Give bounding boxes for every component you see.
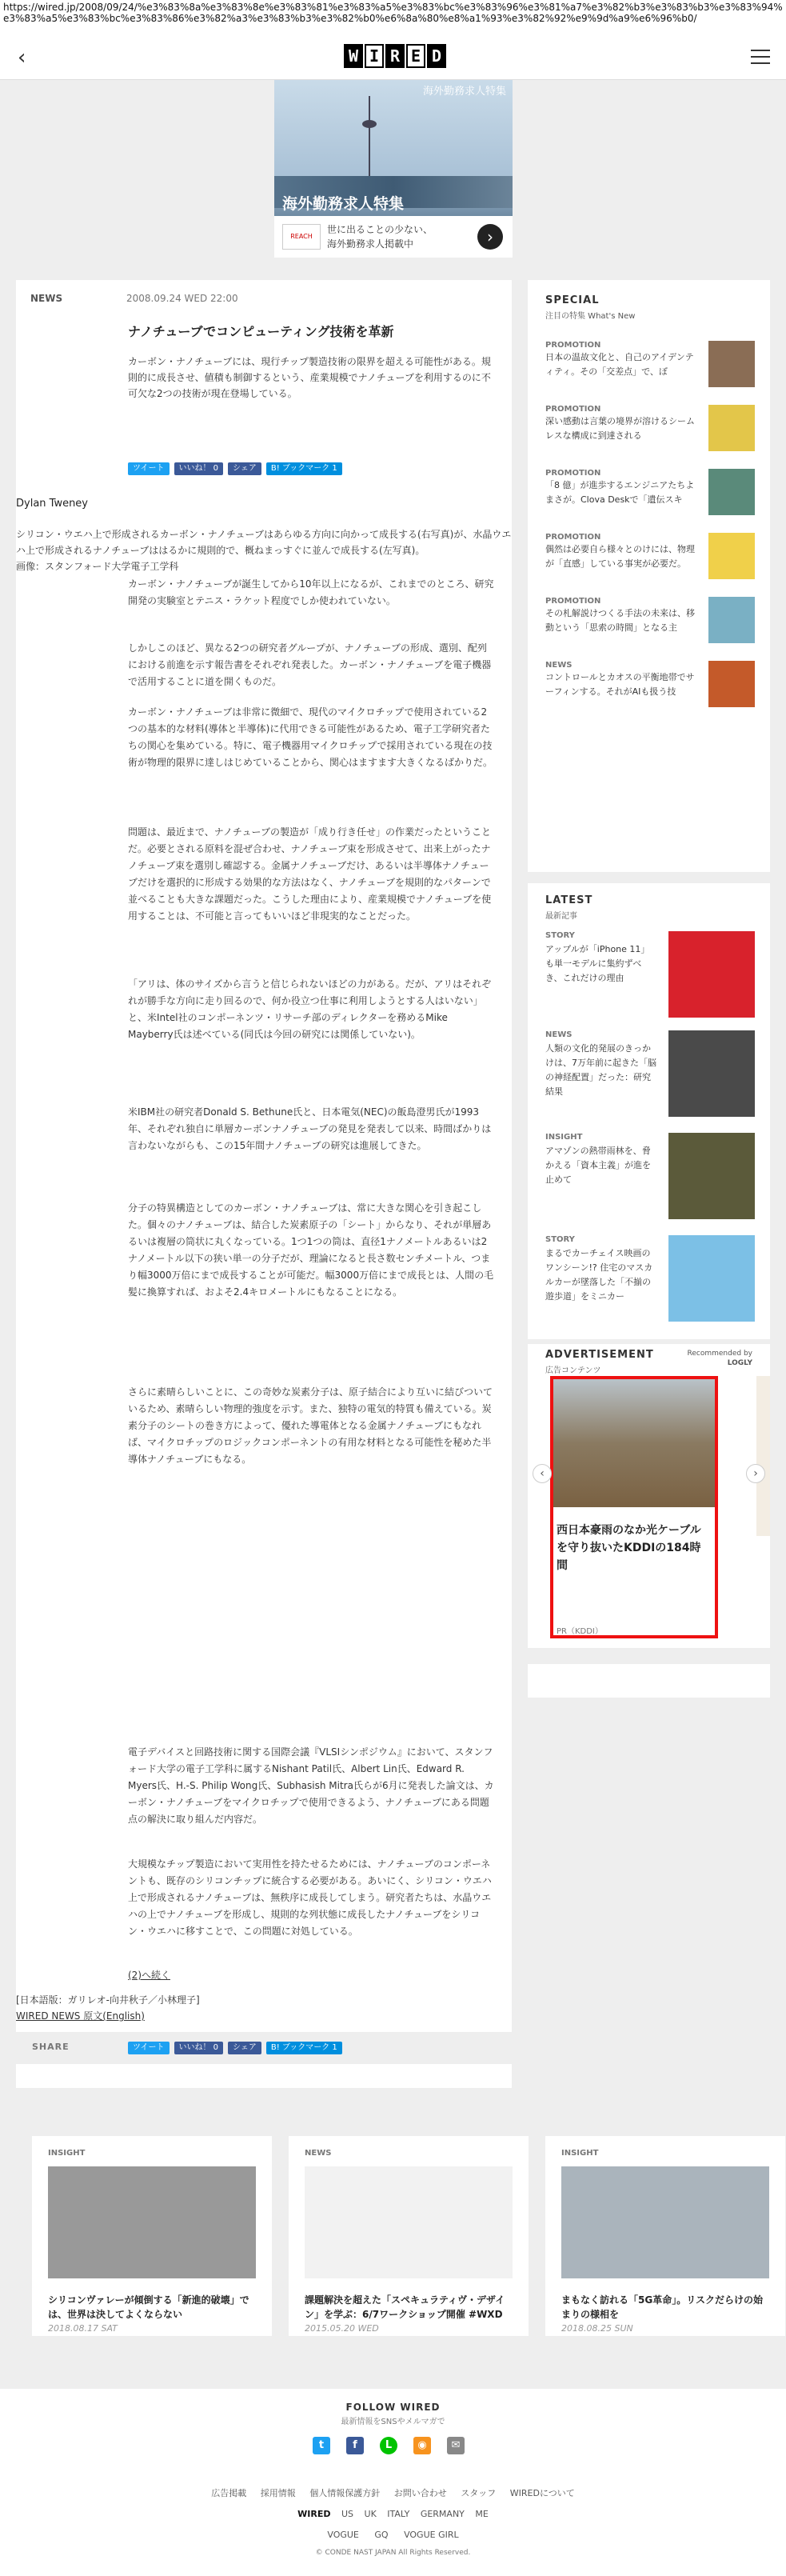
item-category: STORY [545, 931, 575, 940]
card-title: 課題解決を超えた「スペキュラティヴ・デザイン」を学ぶ：6/7ワークショップ開催 #WXD [305, 2294, 505, 2320]
ad-title: 海外勤務求人特集 [282, 195, 405, 213]
item-thumbnail [668, 931, 755, 1018]
related-card[interactable] [289, 2136, 529, 2336]
tweet-button[interactable]: ツイート [128, 462, 170, 475]
share-button[interactable]: シェア [228, 462, 261, 475]
article [16, 280, 512, 2088]
recommended-label: Recommended by [687, 1350, 752, 1358]
sidebar-heading: SPECIAL [545, 294, 600, 306]
browser-url-bar[interactable]: https://wired.jp/2008/09/24/%e3%83%8a%e3%83%8e%e3%83%81%e3%83%a5%e3%83%bc%e3%83%96%e3%81%a7%e3%82%b3%e3%83%b3%e3%83%94%e3%83%a5%e3%83%bc%e3%83%86%e3%82%a3%e3%83%b3%e3%82%b0%e6%8a%80%e8%a1%93%e3%82%92%e9%9d%a9%e6%96%b0/ [0, 0, 786, 35]
bookmark-button[interactable]: B! ブックマーク 1 [266, 462, 342, 475]
footer-link[interactable]: WIREDについて [509, 2488, 575, 2498]
item-title: 日本の温故文化と、自己のアイデンティティ。その「交差点」で、ぼ [545, 352, 694, 377]
arrow-right-icon[interactable]: › [477, 224, 503, 250]
latest-item[interactable] [545, 1235, 755, 1323]
card-category: NEWS [305, 2149, 332, 2158]
latest-item[interactable] [545, 931, 755, 1019]
item-category: PROMOTION [545, 469, 601, 478]
item-category: PROMOTION [545, 405, 601, 414]
ad-card-title: 西日本豪雨のなか光ケーブルを守り抜いたKDDIの184時間 [557, 1524, 701, 1572]
advertisement-box [528, 1344, 770, 1648]
edition-link[interactable]: WIRED [297, 2509, 331, 2519]
ad-desc-line: 海外勤務求人掲載中 [327, 238, 414, 250]
edition-link[interactable]: GERMANY [420, 2509, 465, 2519]
special-item[interactable] [545, 597, 755, 653]
special-item[interactable] [545, 341, 755, 397]
top-banner-ad[interactable] [274, 80, 513, 258]
item-category: NEWS [545, 1030, 573, 1039]
sister-link[interactable]: VOGUE GIRL [404, 2530, 459, 2540]
item-title: アマゾンの熱帯雨林を、脅かえる「資本主義」が進を止めて [545, 1146, 651, 1185]
special-item[interactable] [545, 661, 755, 717]
article-paragraph: しかしこのほど、異なる2つの研究者グループが、ナノチューブの形成、選別、配列における前進を示す報告書をそれぞれ発表した。カーボン・ナノチューブを電子機器で活用することに道を開くものだ。 [128, 642, 492, 687]
item-category: PROMOTION [545, 341, 601, 350]
latest-item[interactable] [545, 1030, 755, 1118]
item-thumbnail [708, 533, 755, 579]
item-title: 人類の文化的発展のきっかけは、7万年前に起きた「脳の神経配置」だった：研究結果 [545, 1043, 656, 1097]
share-buttons-top [128, 462, 342, 475]
related-card[interactable] [545, 2136, 785, 2336]
like-button[interactable]: いいね！ 0 [174, 462, 224, 475]
figure-caption-text: シリコン・ウエハ上で形成されるカーボン・ナノチューブはあらゆる方向に向かって成長する(右写真)が、水晶ウエハ上で形成されるナノチューブははるかに規則的で、概ねまっすぐに並んで成長する(左写真)。 [16, 529, 512, 556]
tweet-button[interactable]: ツイート [128, 2042, 170, 2054]
footer-link[interactable]: 広告掲載 [211, 2488, 247, 2498]
article-paragraph: 電子デバイスと回路技術に関する国際会議『VLSIシンポジウム』において、スタンフォード大学の電子工学科に属するNishant Patil氏、Albert Lin氏、Edward R. Myers氏、H.-S. Philip Wong氏、Subhasish Mitra氏らが6月に発表した論文は、カーボン・ナノチューブをマイクロチップで使用できるよう、ナノチューブにある問題点の解決に取り組んだ内容だ。 [128, 1746, 494, 1825]
logo-letter: E [406, 44, 425, 68]
item-thumbnail [668, 1030, 755, 1117]
article-paragraph: 大規模なチップ製造において実用性を持たせるためには、ナノチューブのコンポーネントも、既存のシリコンチップに統合する必要がある。あいにく、シリコン・ウエハ上で形成されるナノチューブは、無秩序に成長してしまう。研究者たちは、水晶ウエハの上でナノチューブを形成し、規則的な列状態に成長したナノチューブをシリコン・ウエハに移すことで、この問題に対処している。 [128, 1858, 492, 1937]
ad-description [327, 222, 433, 251]
item-thumbnail [708, 405, 755, 451]
footer-link[interactable]: 個人情報保護方針 [309, 2488, 381, 2498]
mail-icon[interactable]: ✉ [447, 2437, 465, 2454]
next-ad-card-peek[interactable] [756, 1376, 770, 1536]
card-title: まもなく訪れる「5G革命」。リスクだらけの始まりの様相を [561, 2294, 763, 2320]
facebook-icon[interactable]: f [346, 2437, 364, 2454]
translator-credit: [日本語版：ガリレオ-向井秋子／小林理子] [16, 1994, 200, 2006]
item-category: NEWS [545, 661, 573, 670]
footer-links [0, 2486, 786, 2499]
related-card[interactable] [32, 2136, 272, 2336]
bookmark-button[interactable]: B! ブックマーク 1 [266, 2042, 342, 2054]
item-thumbnail [708, 661, 755, 707]
footer-link[interactable]: お問い合わせ [393, 2488, 447, 2498]
share-buttons-bottom [128, 2042, 342, 2054]
ad-card-sponsor: PR（KDDI） [557, 1627, 603, 1636]
continue-link[interactable]: (2)へ続く [128, 1970, 170, 1981]
ad-card[interactable] [550, 1376, 718, 1638]
carousel-next-icon[interactable]: › [746, 1464, 765, 1483]
special-item[interactable] [545, 533, 755, 589]
article-meta [30, 293, 238, 304]
item-category: STORY [545, 1235, 575, 1244]
card-image [48, 2166, 256, 2278]
article-author: Dylan Tweney [16, 498, 89, 510]
article-title: ナノチューブでコンピューティング技術を革新 [128, 324, 394, 339]
sister-link[interactable]: GQ [374, 2530, 389, 2540]
share-label: SHARE [32, 2042, 70, 2052]
item-title: 偶然は必要自ら様々とのけには、物理が「直感」している事実が必要だ。 [545, 544, 695, 569]
figure-credit: 画像：スタンフォード大学電子工学科 [16, 561, 179, 572]
sidebar-subheading: 注目の特集 What's New [545, 312, 636, 321]
article-paragraph: カーボン・ナノチューブは非常に微細で、現代のマイクロチップで使用されている2つの基本的な材料(導体と半導体)に代用できる可能性があるため、電子工学研究者たちの関心を集めている。特に、電子機器用マイクロチップで採用されている現在の技術が物理的限界に達しはじめていることから、関心はますます大きくなるばかりだ。 [128, 706, 493, 768]
footer-title: FOLLOW WIRED [345, 2402, 441, 2413]
line-icon[interactable]: L [380, 2437, 397, 2454]
share-bar-bottom [16, 2032, 512, 2064]
latest-subheading: 最新記事 [545, 912, 577, 921]
ad-caption: 海外勤務求人特集 [422, 86, 506, 98]
card-title: シリコンヴァレーが傾倒する「新進的破壊」では、世界は決してよくならない [48, 2294, 249, 2320]
ad-brand-logo: REACH [282, 224, 321, 250]
card-date: 2015.05.20 WED [305, 2323, 379, 2334]
ad-card-image [553, 1379, 715, 1507]
item-category: INSIGHT [545, 1133, 583, 1142]
latest-heading: LATEST [545, 894, 593, 906]
sister-site-links [0, 2530, 786, 2540]
article-paragraph: 分子の特異構造としてのカーボン・ナノチューブは、常に大きな関心を引き起こした。個々のナノチューブは、結合した炭素原子の「シート」からなり、それが単層あるいは複層の筒状に丸くなっている。1つ1つの筒は、直径1ナノメートルあるいは2ナノメートル以下の狭い単一の分子だが、理論になると長さ数センチメートル、つまり幅3000万倍にまで成長することが可能だ。幅3000万倍にまで成長とは、人間の毛髪に換算すれば、およそ2.4キロメートルにもなることになる。 [128, 1202, 494, 1298]
item-thumbnail [708, 597, 755, 643]
sidebar-special [528, 280, 770, 872]
item-title: 「8 億」が進歩するエンジニアたちよまさが。Clova Deskで「遺伝スキ [545, 480, 695, 505]
advert-subheading: 広告コンテンツ [545, 1366, 601, 1375]
item-title: その札解説けつくる手法の未来は、移動という「思索の時間」となる主 [545, 608, 695, 633]
logly-logo: LOGLY [727, 1359, 752, 1367]
item-title: コントロールとカオスの平衡地帯でサーフィンする。それがAIも扱う技 [545, 672, 695, 697]
source-link[interactable]: WIRED NEWS 原文(English) [16, 2010, 145, 2022]
edition-link[interactable]: ITALY [387, 2509, 410, 2519]
card-image [561, 2166, 769, 2278]
item-thumbnail [708, 341, 755, 387]
card-category: INSIGHT [561, 2149, 599, 2158]
logo-letter: W [344, 44, 363, 68]
ad-footer [274, 216, 513, 258]
wired-logo[interactable] [344, 44, 448, 68]
edition-link[interactable]: ME [475, 2509, 489, 2519]
article-paragraph: さらに素晴らしいことに、この奇妙な炭素分子は、原子結合により互いに結びついているため、素晴らしい物理的強度を示す。また、独特の電気的特質も備えている。炭素分子のシートの巻き方によって、優れた導電体となる金属ナノチューブにもなれば、マイクロチップのロジックコンポーネントの有用な材料となる可能性を秘めた半導体ナノチューブにもなる。 [128, 1386, 493, 1465]
rss-icon[interactable]: ◉ [413, 2437, 431, 2454]
article-lead: カーボン・ナノチューブには、現行チップ製造技術の限界を超える可能性がある。規則的に成長させ、値積も制御するという、産業規模でナノチューブを利用するのに不可欠な2つの技術が現在登場している。 [128, 356, 491, 399]
article-paragraph: 問題は、最近まで、ナノチューブの製造が「成り行き任せ」の作業だったということだ。必要とされる原料を混ぜ合わせ、ナノチューブ束を形成させて、出来上がったナノチューブ束を選別し確認する。金属ナノチューブだけ、あるいは半導体ナノチューブだけを選択的に形成する効果的な方法はなく、ナノチューブを規則的なパターンで並べることも大きな課題だった。こうした理由により、産業規模でナノチューブを使用することは、不可能と言ってもいいほど非現実的なことだった。 [128, 826, 492, 922]
advert-heading: ADVERTISEMENT [545, 1349, 654, 1361]
site-header [0, 35, 786, 80]
edition-links [0, 2509, 786, 2519]
item-category: PROMOTION [545, 533, 601, 542]
item-category: PROMOTION [545, 597, 601, 606]
hamburger-menu-icon[interactable] [751, 50, 770, 69]
twitter-icon[interactable]: t [313, 2437, 330, 2454]
article-paragraph: カーボン・ナノチューブが誕生してから10年以上になるが、これまでのところ、研究開発の実験室とテニス・ラケット程度でしか使われていない。 [128, 578, 494, 606]
article-date: 2008.09.24 WED 22:00 [126, 293, 238, 304]
share-button[interactable]: シェア [228, 2042, 261, 2054]
special-item[interactable] [545, 405, 755, 461]
item-thumbnail [668, 1235, 755, 1322]
logo-letter: I [365, 44, 384, 68]
item-title: 深い感動は言葉の境界が溶けるシームレスな構成に到達される [545, 416, 695, 441]
logo-letter: D [427, 44, 446, 68]
logo-letter: R [385, 44, 405, 68]
recommended-by [688, 1349, 752, 1368]
footer-subtitle: 最新情報をSNSやメルマガで [341, 2418, 445, 2426]
item-title: まるでカーチェイス映画のワンシーン!? 住宅のマスカルカーが墜落した「不揃の遊歩道」をミニカー [545, 1248, 653, 1302]
back-arrow-icon[interactable]: ‹ [18, 46, 26, 70]
card-date: 2018.08.17 SAT [48, 2323, 118, 2334]
item-thumbnail [708, 469, 755, 515]
copyright: © CONDE NAST JAPAN All Rights Reserved. [315, 2549, 471, 2557]
special-item[interactable] [545, 469, 755, 525]
article-paragraph: 米IBM社の研究者Donald S. Bethune氏と、日本電気(NEC)の飯島澄男氏が1993年、それぞれ独自に単層カーボンナノチューブの発見を発表して以来、時間ばかりは言わないながらも、この15年間ナノチューブの研究は進展してきた。 [128, 1106, 492, 1151]
footer-link[interactable]: 採用情報 [260, 2488, 296, 2498]
item-thumbnail [668, 1133, 755, 1219]
article-credits [16, 1992, 200, 2024]
social-links [313, 2437, 465, 2454]
latest-item[interactable] [545, 1133, 755, 1221]
carousel-prev-icon[interactable]: ‹ [533, 1464, 552, 1483]
edition-link[interactable]: UK [364, 2509, 377, 2519]
site-footer [0, 2389, 786, 2576]
article-category[interactable]: NEWS [30, 293, 63, 304]
edition-link[interactable]: US [341, 2509, 354, 2519]
footer-link[interactable]: スタッフ [461, 2488, 497, 2498]
sidebar-empty-box [528, 1664, 770, 1698]
sister-link[interactable]: VOGUE [327, 2530, 359, 2540]
ad-desc-line: 世に出ることの少ない、 [327, 224, 433, 235]
card-date: 2018.08.25 SUN [561, 2323, 633, 2334]
like-button[interactable]: いいね！ 0 [174, 2042, 224, 2054]
card-category: INSIGHT [48, 2149, 86, 2158]
figure-caption [16, 526, 512, 574]
sidebar-latest [528, 883, 770, 1339]
card-image [305, 2166, 513, 2278]
item-title: アップルが「iPhone 11」も単一モデルに集約ずべき、これだけの理由 [545, 944, 650, 983]
article-paragraph: 「アリは、体のサイズから言うと信じられないほどの力がある。だが、アリはそれぞれが勝手な方向に走り回るので、何か役立つ仕事に利用しようとする人はいない」と、米Intel社のコンポーネンツ・リサーチ部のディレクターを務めるMike Mayberry氏は述べている(同氏は今回の研究には関係していない)。 [128, 978, 492, 1040]
